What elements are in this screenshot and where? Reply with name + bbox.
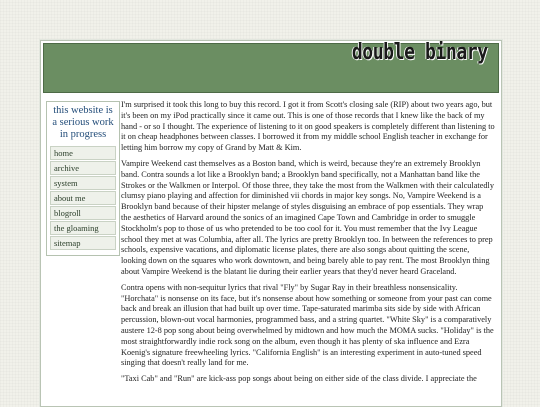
nav-item-the-gloaming[interactable]: the gloaming [50,221,116,235]
site-banner [43,40,499,93]
sidebar [46,101,120,256]
nav-item-archive[interactable]: archive [50,161,116,175]
nav-item-system[interactable]: system [50,176,116,190]
sidebar-tagline: this website is a serious work in progress [52,105,114,140]
nav-item-about-me[interactable]: about me [50,191,116,205]
nav-item-blogroll[interactable]: blogroll [50,206,116,220]
article-paragraph: "Taxi Cab" and "Run" are kick-ass pop songs about being on either side of the class divide. I appreciate the [121,374,477,384]
article-paragraph: Contra opens with non-sequitur lyrics that rival "Fly" by Sugar Ray in their breathless nonsensicality. "Horchata" is nonsense on its face, but it's nonsense about how something or someone from your past can come back and break an illusion that had built up over time. Tape-saturated marimba sits side by side with African percussion, blown-out vocal harmonies, programmed bass, and a string quartet. "White Sky" is a comparatively austere 12-8 pop song about being overwhelmed by midtown and how much the MOMA sucks. "Holiday" is the most straightforwardly indie rock song on the album, even though it has plenty of ska influence and Ezra Koenig's signature freewheeling lyrics. "California English" is an interesting experiment in auto-tuned speed singing that doesn't really land for me. [121,282,494,368]
article-paragraph: Vampire Weekend cast themselves as a Boston band, which is weird, because they're an extremely Brooklyn band. Contra sounds a lot like a Brooklyn band; a Brooklyn band specifically, not a Manhattan band like the Strokes or the Walkmen or Interpol. Of those three, they take the most from the Walkmen with their calculatedly clumsy piano playing and affection for diminished vii chords in major key songs. No, Vampire Weekend is a Brooklyn band because of their hipster melange of styles disguising an embrace of pop essentials. They wrap the aesthetics of Harvard around the sonics of an imagined Cape Town and Cambridge in order to smuggle Stockholm's pop to those of us who pretended to be too cool for it. You must remember that the Ivy League school they met at was Columbia, after all. The lyrics are pretty Brooklyn too. In between the references to prep schools, expensive vacations, and diplomatic license plates, there are also songs about quitting the scene, looking down on the squares who work downtown, and being barely able to pay rent. The most Brooklyn thing about Vampire Weekend is the blatant lie during their earlier years that they'd never heard Graceland. [121,158,494,276]
page-container [40,40,502,407]
article-paragraph: I'm surprised it took this long to buy this record. I got it from Scott's closing sale (RIP) about two years ago, but it's been on my iPod practically since it came out. This is one of those records that I knew like the back of my hand - or so I thought. The experience of listening to it on good speakers is completely different than listening to it on cheap headphones between classes. I borrowed it from my middle school English teacher in exchange for letting him borrow my copy of Grand by Matt & Kim. [121,100,495,153]
nav-item-home[interactable]: home [50,146,116,160]
site-title[interactable]: double binary [352,40,488,65]
sidebar-nav [50,146,116,250]
nav-item-sitemap[interactable]: sitemap [50,236,116,250]
article-body [121,100,495,390]
